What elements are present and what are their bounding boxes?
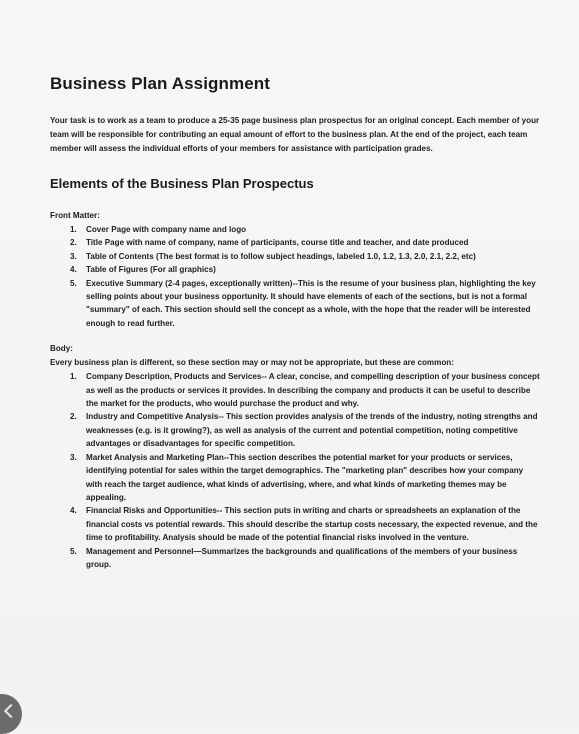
list-number: 5.	[70, 546, 77, 556]
list-item	[70, 504, 540, 544]
list-item-text: Financial Risks and Opportunities-- This section puts in writing and charts or spreadsheets an explanation of the financial costs vs potential rewards. This should describe the startup costs necessary, the expected revenue, and the time to profitability. Analysis should be made of the potential financial risks involved in the venture.	[86, 506, 538, 543]
list-number: 3.	[70, 452, 77, 462]
list-item	[70, 236, 540, 249]
list-number: 4.	[70, 506, 77, 516]
list-item	[70, 370, 540, 410]
front-matter-label: Front Matter:	[50, 211, 100, 220]
list-number: 4.	[70, 265, 77, 275]
list-item	[70, 250, 540, 263]
list-number: 1.	[70, 225, 77, 234]
intro-paragraph: Your task is to work as a team to produce a 25-35 page business plan prospectus for an original concept. Each member of your team will be responsible for contributing an equal amount of effort to the business plan. At the end of the project, each team member will assess the individual efforts of your members for assistance with participation grades.	[50, 116, 540, 153]
document-content	[50, 74, 540, 571]
front-matter-list	[50, 223, 540, 330]
list-item	[70, 277, 540, 331]
body-list	[50, 370, 540, 571]
elements-heading: Elements of the Business Plan Prospectus	[50, 176, 314, 191]
body-label: Body:	[50, 344, 73, 354]
list-item-text: Company Description, Products and Services-- A clear, concise, and compelling description of your business concept as well as the products or services it provides. In describing the company and products it can be useful to describe the market for the products, who would purchase the product and why.	[86, 372, 540, 409]
list-item	[70, 223, 540, 236]
list-number: 3.	[70, 251, 77, 261]
list-item-text: Industry and Competitive Analysis-- This section provides analysis of the trends of the industry, noting strengths and weaknesses (e.g. is it growing?), as well as analysis of the current and potential competition, noting competitive advantages or disadvantages for specific competition.	[86, 412, 538, 449]
list-item	[70, 263, 540, 276]
list-number: 1.	[70, 372, 77, 382]
list-number: 2.	[70, 238, 77, 248]
list-item-text: Table of Figures (For all graphics)	[86, 265, 216, 275]
list-item	[70, 545, 540, 572]
list-item-text: Management and Personnel—Summarizes the backgrounds and qualifications of the members of your business group.	[86, 546, 518, 569]
list-item-text: Executive Summary (2-4 pages, exceptionally written)--This is the resume of your business plan, highlighting the key selling points about your business opportunity. It should have elements of each of the sections, but is not a formal "summary" of each. This section should sell the concept as a whole, with the hope that the reader will be interested enough to read further.	[86, 278, 536, 328]
list-item	[70, 451, 540, 505]
list-item-text: Market Analysis and Marketing Plan--This section describes the potential market for your products or services, identifying potential for sales within the target demographics. The "marketing plan" describes how your company with reach the target audience, what kinds of advertising, where, and what kinds of marketing themes may be appealing.	[86, 452, 524, 502]
list-item-text: Title Page with name of company, name of participants, course title and teacher, and date produced	[86, 238, 469, 248]
body-lead: Every business plan is different, so these section may or may not be appropriate, but these are common:	[50, 358, 454, 368]
list-number: 2.	[70, 412, 77, 422]
list-number: 5.	[70, 278, 77, 288]
list-item	[70, 410, 540, 450]
list-item-text: Table of Contents (The best format is to follow subject headings, labeled 1.0, 1.2, 1.3, 2.0, 2.1, 2.2, etc)	[86, 251, 476, 261]
list-item-text: Cover Page with company name and logo	[86, 225, 247, 234]
page-title: Business Plan Assignment	[50, 74, 270, 93]
